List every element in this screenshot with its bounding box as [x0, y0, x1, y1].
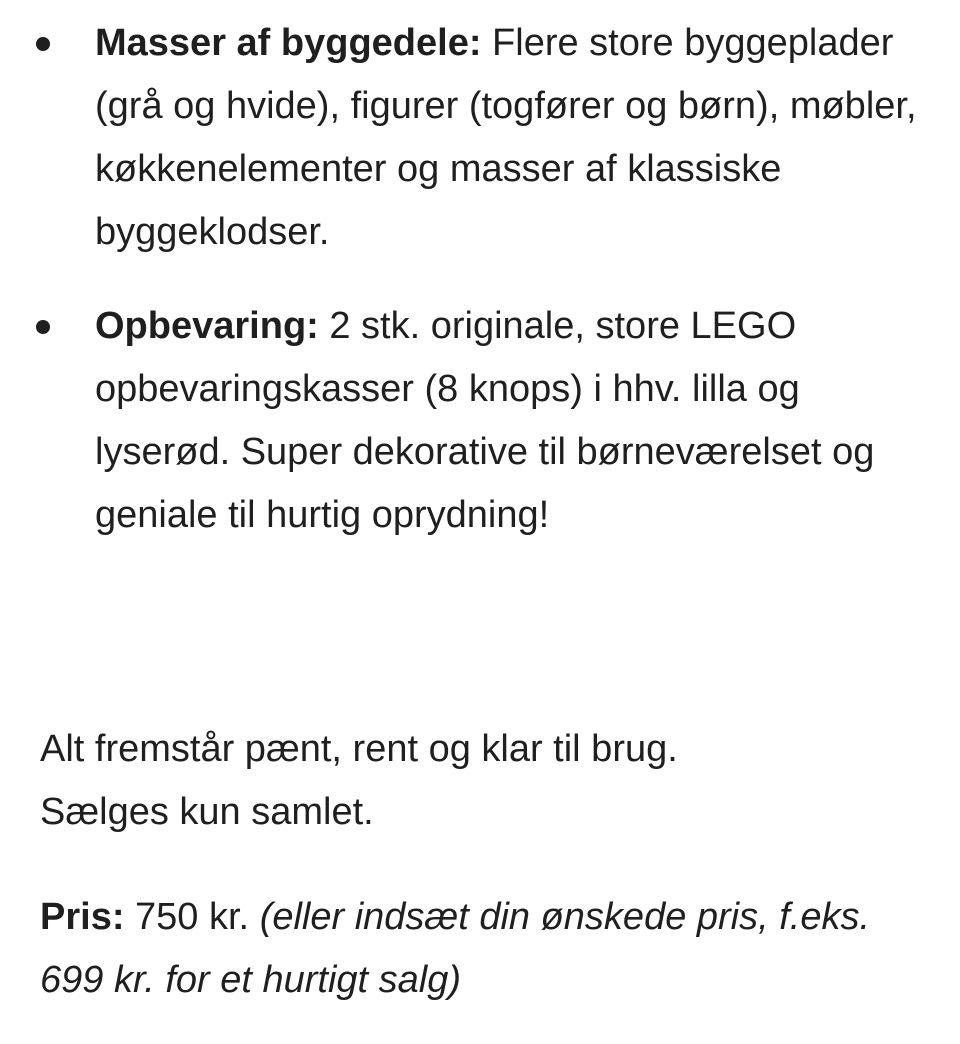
bullet-icon	[36, 37, 50, 51]
price-paragraph	[40, 886, 940, 1012]
feature-item-storage	[0, 295, 960, 547]
feature-text: Flere store byggeplader (grå og hvide), figurer (togfører og børn), møbler, køkkenelementer og masser af klassiske byggeklodser.	[95, 22, 917, 253]
condition-paragraph	[40, 718, 940, 844]
feature-label: Opbevaring:	[95, 305, 319, 347]
condition-line: Sælges kun samlet.	[40, 791, 374, 833]
price-note: (eller indsæt din ønskede pris, f.eks. 699 kr. for et hurtigt salg)	[40, 896, 871, 1001]
feature-list	[0, 12, 960, 547]
feature-label: Masser af byggedele:	[95, 22, 482, 64]
feature-item-building-parts	[0, 12, 960, 264]
price-value: 750 kr.	[124, 896, 260, 938]
feature-text: 2 stk. originale, store LEGO opbevaringskasser (8 knops) i hhv. lilla og lyserød. Super dekorative til børneværelset og geniale til hurtig oprydning!	[95, 305, 875, 536]
condition-line: Alt fremstår pænt, rent og klar til brug.	[40, 728, 678, 770]
price-label: Pris:	[40, 896, 125, 938]
bullet-icon	[36, 320, 50, 334]
